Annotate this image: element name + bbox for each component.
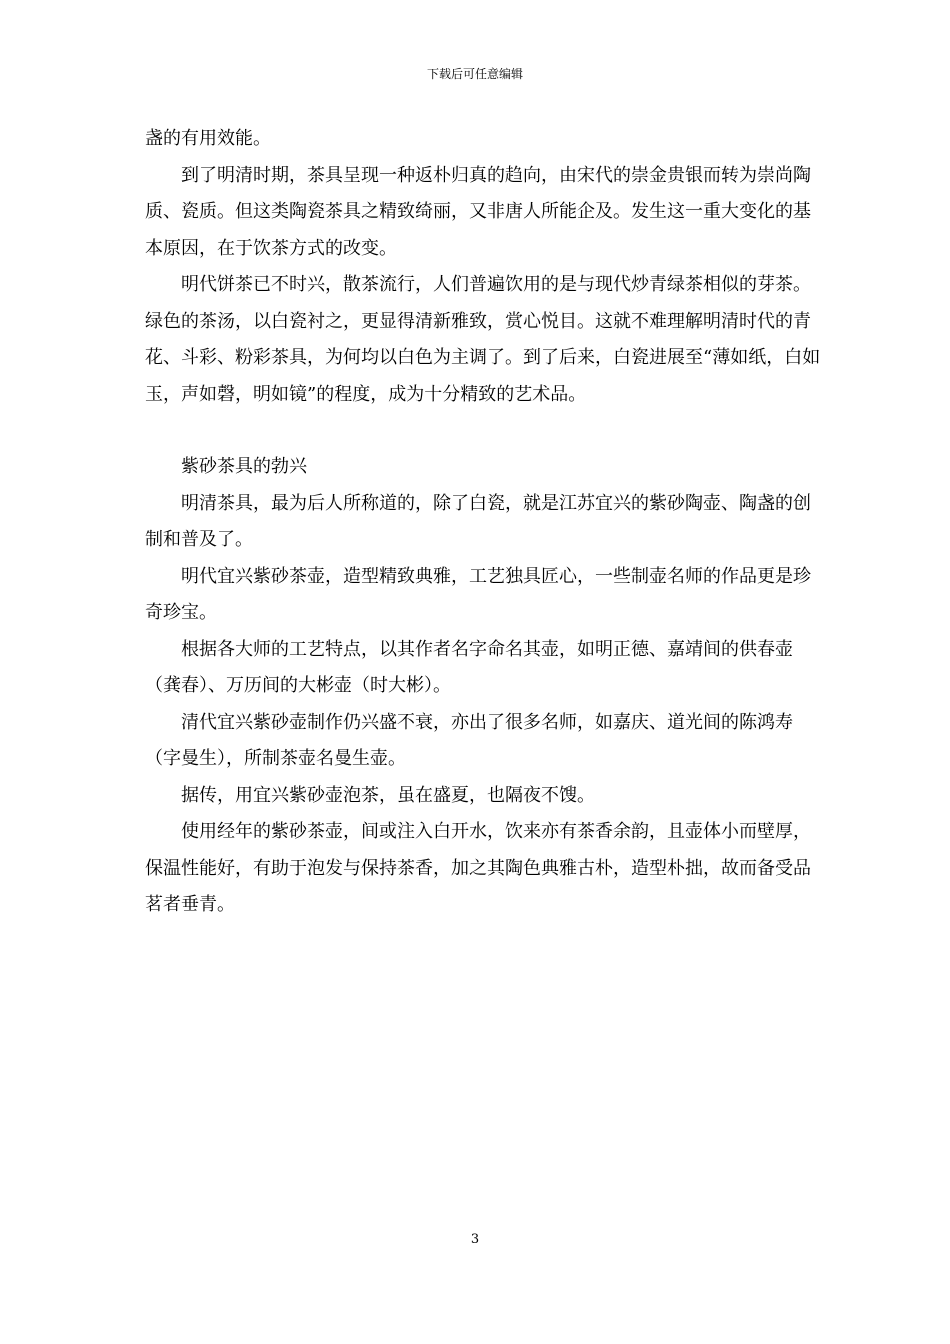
paragraph-aged-teapot: 使用经年的紫砂茶壶，间或注入白开水，饮来亦有茶香余韵，且壶体小而壁厚，保温性能好，有助于泡发与保持茶香，加之其陶色典雅古朴，造型朴拙，故而备受品茗者垂青。 (145, 821, 811, 915)
document-body (145, 121, 825, 924)
paragraph-qing-zisha: 清代宜兴紫砂壶制作仍兴盛不衰，亦出了很多名师，如嘉庆、道光间的陈鸿寿（字曼生），所制茶壶名曼生壶。 (145, 711, 793, 769)
page-header: 下载后可任意编辑 (426, 67, 523, 81)
paragraph-zisha-intro: 明清茶具，最为后人所称道的，除了白瓷，就是江苏宜兴的紫砂陶壶、陶盏的创制和普及了。 (145, 492, 811, 550)
paragraph-ming-qing-teaware: 到了明清时期，茶具呈现一种返朴归真的趋向，由宋代的崇金贵银而转为崇尚陶质、瓷质。但这类陶瓷茶具之精致绮丽，又非唐人所能企及。发生这一重大变化的基本原因，在于饮茶方式的改变。 (145, 164, 811, 259)
paragraph-ming-zisha-teapot: 明代宜兴紫砂茶壶，造型精致典雅，工艺独具匠心，一些制壶名师的作品更是珍奇珍宝。 (145, 565, 811, 623)
paragraph-masters: 根据各大师的工艺特点，以其作者名字命名其壶，如明正德、嘉靖间的供春壶（龚春）、万历间的大彬壶（时大彬）。 (145, 638, 793, 696)
section-heading: 紫砂茶具的勃兴 (181, 456, 307, 477)
paragraph-legend: 据传，用宜兴紫砂壶泡茶，虽在盛夏，也隔夜不馊。 (181, 784, 595, 806)
page-number: 3 (470, 1232, 480, 1247)
paragraph-white-porcelain: 明代饼茶已不时兴，散茶流行，人们普遍饮用的是与现代炒青绿茶相似的芽茶。绿色的茶汤，以白瓷衬之，更显得清新雅致，赏心悦目。这就不难理解明清时代的青花、斗彩、粉彩茶具，为何均以白色为主调了。到了后来，白瓷进展至“薄如纸，白如玉，声如磬，明如镜”的程度，成为十分精致的艺术品。 (145, 274, 821, 405)
paragraph-continuation: 盏的有用效能。 (145, 128, 271, 149)
